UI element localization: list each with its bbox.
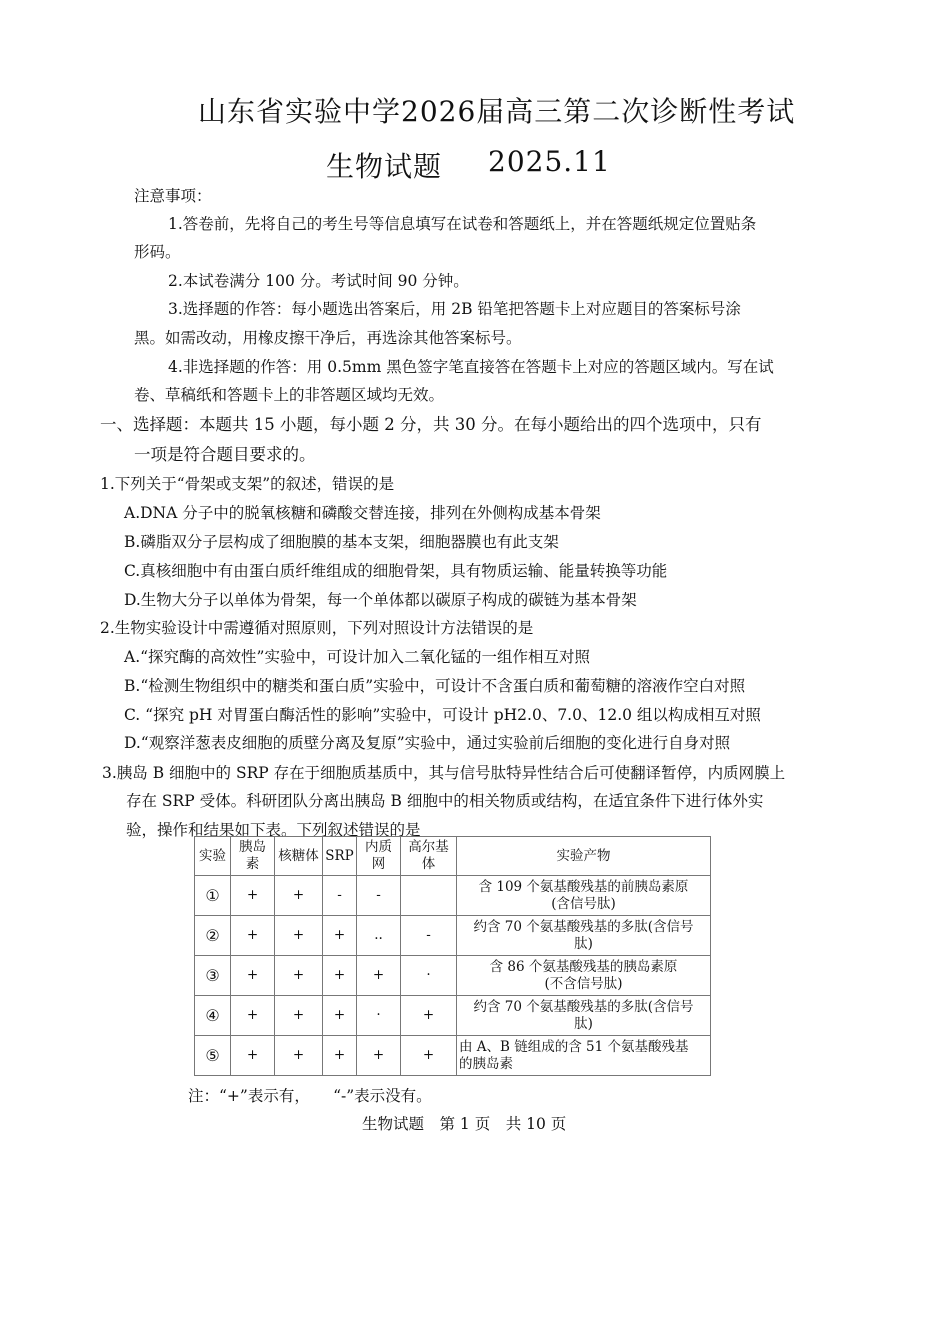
note-1-cont: 形码。 bbox=[134, 243, 181, 261]
table-row: ① + + - - 含 109 个氨基酸残基的前胰岛素原 (含信号肽) bbox=[195, 876, 711, 916]
header-er: 内质 网 bbox=[357, 837, 401, 876]
header-product: 实验产物 bbox=[457, 837, 711, 876]
table-row: ② + + + .. - 约含 70 个氨基酸残基的多肽(含信号 肽) bbox=[195, 916, 711, 956]
q2-option-c: C. “探究 pH 对胃蛋白酶活性的影响”实验中，可设计 pH2.0、7.0、12.0 组以构成相互对照 bbox=[124, 706, 761, 724]
table-header-row bbox=[195, 837, 711, 876]
q2-stem: 2.生物实验设计中需遵循对照原则，下列对照设计方法错误的是 bbox=[100, 619, 534, 637]
subject-title: 生物试题 bbox=[326, 150, 443, 183]
table-row: ④ + + + · + 约含 70 个氨基酸残基的多肽(含信号 肽) bbox=[195, 996, 711, 1036]
q2-option-d: D.“观察洋葱表皮细胞的质壁分离及复原”实验中，通过实验前后细胞的变化进行自身对照 bbox=[124, 734, 731, 752]
note-4-cont: 卷、草稿纸和答题卡上的非答题区域均无效。 bbox=[134, 386, 445, 404]
note-2: 2.本试卷满分 100 分。考试时间 90 分钟。 bbox=[168, 272, 469, 290]
section-heading-cont: 一项是符合题目要求的。 bbox=[134, 445, 316, 464]
header-ribosome: 核糖体 bbox=[275, 837, 323, 876]
note-3-cont: 黑。如需改动，用橡皮擦干净后，再选涂其他答案标号。 bbox=[134, 329, 522, 347]
table-row: ③ + + + + · 含 86 个氨基酸残基的胰岛素原 (不含信号肽) bbox=[195, 956, 711, 996]
q3-stem-1: 3.胰岛 B 细胞中的 SRP 存在于细胞质基质中，其与信号肽特异性结合后可使翻译暂停，内质网膜上 bbox=[102, 764, 786, 782]
header-experiment: 实验 bbox=[195, 837, 231, 876]
q1-stem: 1.下列关于“骨架或支架”的叙述，错误的是 bbox=[100, 475, 395, 493]
exam-title: 山东省实验中学2026届高三第二次诊断性考试 bbox=[198, 95, 796, 128]
exam-date: 2025.11 bbox=[488, 145, 611, 178]
note-3: 3.选择题的作答：每小题选出答案后，用 2B 铅笔把答题卡上对应题目的答案标号涂 bbox=[168, 300, 741, 318]
header-insulin: 胰岛 素 bbox=[231, 837, 275, 876]
q1-option-b: B.磷脂双分子层构成了细胞膜的基本支架，细胞器膜也有此支架 bbox=[124, 533, 559, 551]
page-footer: 生物试题 第 1 页 共 10 页 bbox=[362, 1115, 567, 1133]
q2-option-a: A.“探究酶的高效性”实验中，可设计加入二氧化锰的一组作相互对照 bbox=[124, 648, 590, 666]
q2-option-b: B.“检测生物组织中的糖类和蛋白质”实验中，可设计不含蛋白质和葡萄糖的溶液作空白对照 bbox=[124, 677, 746, 695]
header-golgi: 高尔基 体 bbox=[401, 837, 457, 876]
q1-option-c: C.真核细胞中有由蛋白质纤维组成的细胞骨架，具有物质运输、能量转换等功能 bbox=[124, 562, 668, 580]
section-heading: 一、选择题：本题共 15 小题，每小题 2 分，共 30 分。在每小题给出的四个选项中，只有 bbox=[100, 415, 762, 434]
table-note: 注：“+”表示有， “-”表示没有。 bbox=[188, 1087, 432, 1105]
header-srp: SRP bbox=[323, 837, 357, 876]
q3-stem-3: 验，操作和结果如下表。下列叙述错误的是 bbox=[126, 821, 421, 839]
experiment-table bbox=[194, 836, 711, 1076]
note-4: 4.非选择题的作答：用 0.5mm 黑色签字笔直接答在答题卡上对应的答题区域内。写在试 bbox=[168, 358, 774, 376]
q1-option-a: A.DNA 分子中的脱氧核糖和磷酸交替连接，排列在外侧构成基本骨架 bbox=[124, 504, 601, 522]
note-1: 1.答卷前，先将自己的考生号等信息填写在试卷和答题纸上，并在答题纸规定位置贴条 bbox=[168, 215, 757, 233]
q3-stem-2: 存在 SRP 受体。科研团队分离出胰岛 B 细胞中的相关物质或结构，在适宜条件下进行体外实 bbox=[126, 792, 764, 810]
notes-heading: 注意事项： bbox=[134, 187, 212, 205]
table-row: ⑤ + + + + + 由 A、B 链组成的含 51 个氨基酸残基 的胰岛素 bbox=[195, 1036, 711, 1076]
q1-option-d: D.生物大分子以单体为骨架，每一个单体都以碳原子构成的碳链为基本骨架 bbox=[124, 591, 637, 609]
